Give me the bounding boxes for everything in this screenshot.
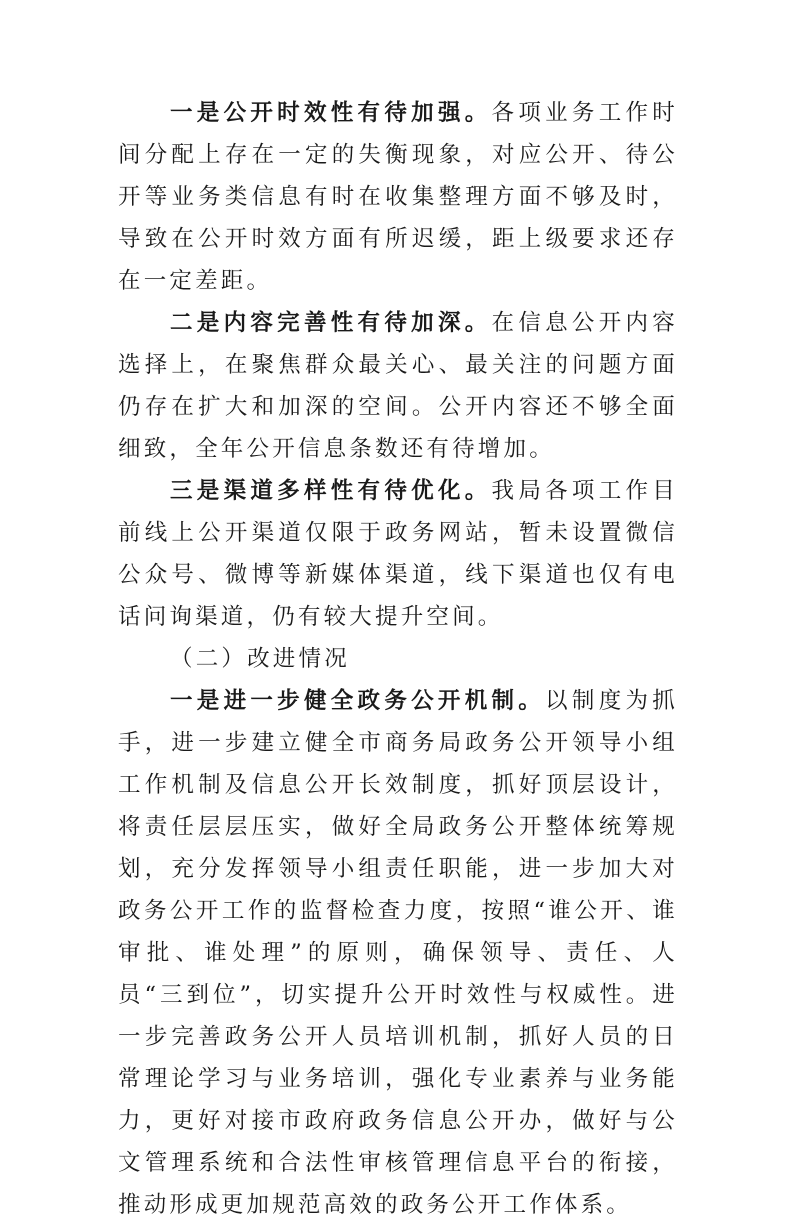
paragraph-text: 各项业务工作时间分配上存在一定的失衡现象，对应公开、待公开等业务类信息有时在收集整理方面不够及时，导致在公开时效方面有所迟缓，距上级要求还存在一定差距。 bbox=[118, 100, 678, 294]
paragraph-text: 在信息公开内容选择上，在聚焦群众最关心、最关注的问题方面仍存在扩大和加深的空间。公开内容还不够全面细致，全年公开信息条数还有待增加。 bbox=[118, 310, 678, 462]
paragraph-lead: 一是进一步健全政务公开机制。 bbox=[170, 688, 546, 714]
document-body bbox=[118, 92, 678, 1226]
paragraph-lead: 一是公开时效性有待加强。 bbox=[170, 100, 492, 126]
paragraph-lead: 二是内容完善性有待加深。 bbox=[170, 310, 492, 336]
paragraph-timeliness bbox=[118, 92, 678, 302]
paragraph-content bbox=[118, 302, 678, 470]
section-heading: （二）改进情况 bbox=[170, 646, 350, 672]
paragraph-text: 以制度为抓手，进一步建立健全市商务局政务公开领导小组工作机制及信息公开长效制度，抓好顶层设计，将责任层层压实，做好全局政务公开整体统筹规划，充分发挥领导小组责任职能，进一步加大对政务公开工作的监督检查力度，按照“谁公开、谁审批、谁处理”的原则，确保领导、责任、人员“三到位”，切实提升公开时效性与权威性。进一步完善政务公开人员培训机制，抓好人员的日常理论学习与业务培训，强化专业素养与业务能力，更好对接市政府政务信息公开办，做好与公文管理系统和合法性审核管理信息平台的衔接，推动形成更加规范高效的政务公开工作体系。 bbox=[118, 688, 678, 1218]
paragraph-improvement bbox=[118, 680, 678, 1226]
paragraph-lead: 三是渠道多样性有待优化。 bbox=[170, 478, 492, 504]
paragraph-channels bbox=[118, 470, 678, 638]
paragraph-text: 我局各项工作目前线上公开渠道仅限于政务网站，暂未设置微信公众号、微博等新媒体渠道，线下渠道也仅有电话问询渠道，仍有较大提升空间。 bbox=[118, 478, 678, 630]
